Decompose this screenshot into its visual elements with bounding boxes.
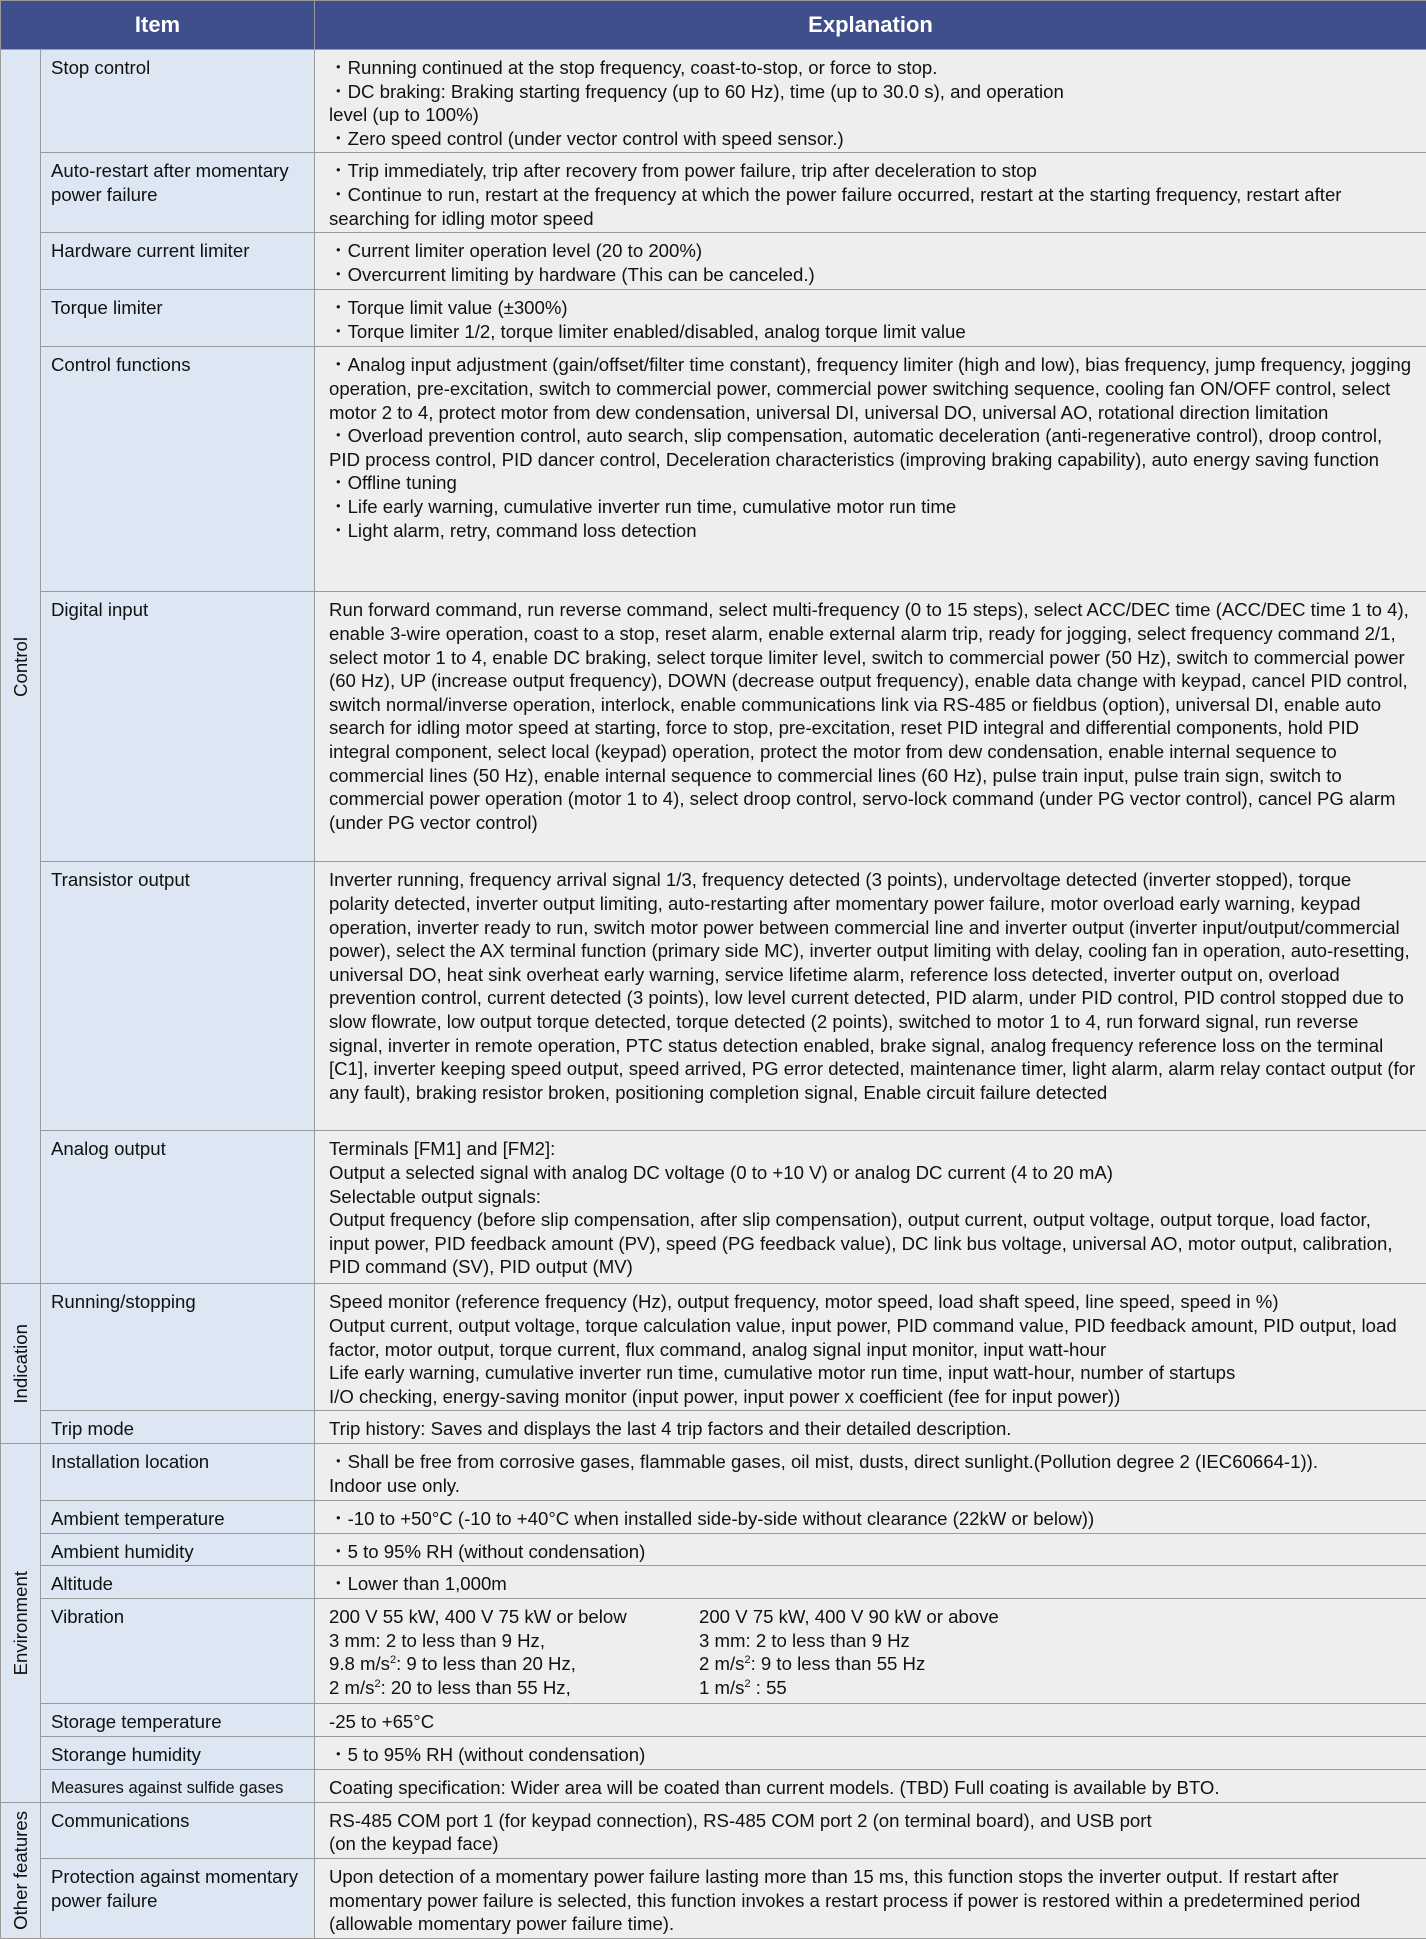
table-row — [1, 1599, 1426, 1704]
explanation-cell — [315, 1411, 1426, 1444]
explanation-cell — [315, 1131, 1426, 1284]
explanation-line: ・Running continued at the stop frequency, coast-to-stop, or force to stop. — [329, 57, 938, 78]
explanation-cell — [315, 1533, 1426, 1566]
explanation-line: Terminals [FM1] and [FM2]: — [329, 1138, 556, 1160]
table-row — [1, 1802, 1426, 1858]
item-cell: Transistor output — [41, 862, 315, 1131]
category-control — [1, 50, 41, 1284]
explanation-line: Output current, output voltage, torque calculation value, input power, PID command value, PID feedback amount, PID output, load factor, motor output, torque current, flux command, analog signal input monitor, input watt-hour — [329, 1314, 1397, 1360]
table-row — [1, 1736, 1426, 1769]
table-row — [1, 233, 1426, 290]
header-item: Item — [1, 1, 315, 50]
item-cell: Ambient temperature — [41, 1500, 315, 1533]
table-row — [1, 1533, 1426, 1566]
item-cell: Running/stopping — [41, 1284, 315, 1411]
explanation-cell — [315, 1500, 1426, 1533]
explanation-cell — [315, 1736, 1426, 1769]
table-row — [1, 50, 1426, 153]
explanation-line: (on the keypad face) — [329, 1833, 499, 1855]
explanation-line: ・Torque limit value (±300%) — [329, 297, 568, 319]
item-cell: Measures against sulfide gases — [41, 1769, 315, 1802]
explanation-line: I/O checking, energy-saving monitor (input power, input power x coefficient (fee for input power)) — [329, 1385, 1121, 1407]
table-row — [1, 1131, 1426, 1284]
item-cell: Torque limiter — [41, 290, 315, 347]
vibration-head: 200 V 75 kW, 400 V 90 kW or above — [699, 1606, 999, 1628]
vibration-line: 9.8 $m/s^2$: 9 to less than 20 Hz, — [329, 1653, 576, 1675]
category-label: Indication — [9, 1323, 31, 1404]
table-row — [1, 1704, 1426, 1737]
item-cell: Hardware current limiter — [41, 233, 315, 290]
explanation-cell — [315, 592, 1426, 862]
vibration-head: 200 V 55 kW, 400 V 75 kW or below — [329, 1606, 627, 1628]
explanation-line: ・DC braking: Braking starting frequency (up to 60 Hz), time (up to 30.0 s), and operation — [329, 80, 1064, 102]
vibration-line: 2 $m/s^2$: 20 to less than 55 Hz, — [329, 1676, 571, 1698]
header-explanation: Explanation — [315, 1, 1426, 50]
item-cell: Digital input — [41, 592, 315, 862]
table-row — [1, 1284, 1426, 1411]
table-row — [1, 290, 1426, 347]
explanation-line: ・Lower than 1,000m — [329, 1573, 507, 1595]
table-row — [1, 1858, 1426, 1938]
explanation-cell — [315, 233, 1426, 290]
explanation-line: Coating specification: Wider area will be coated than current models. (TBD) Full coating is available by BTO. — [329, 1776, 1220, 1798]
explanation-line: ・Torque limiter 1/2, torque limiter enabled/disabled, analog torque limit value — [329, 320, 966, 342]
item-cell: Vibration — [41, 1599, 315, 1704]
table-row — [1, 347, 1426, 592]
explanation-cell — [315, 347, 1426, 592]
explanation-cell — [315, 1858, 1426, 1938]
explanation-line: ・Life early warning, cumulative inverter run time, cumulative motor run time — [329, 495, 957, 517]
explanation-line: ・Overcurrent limiting by hardware (This can be canceled.) — [329, 263, 815, 285]
item-cell: Storange humidity — [41, 1736, 315, 1769]
explanation-line: ・5 to 95% RH (without condensation) — [329, 1743, 646, 1765]
explanation-line: Life early warning, cumulative inverter run time, cumulative motor run time, input watt-hour, number of startups — [329, 1362, 1236, 1384]
explanation-cell — [315, 153, 1426, 233]
explanation-cell — [315, 290, 1426, 347]
vibration-column-low — [329, 1605, 699, 1699]
explanation-line: ・Offline tuning — [329, 472, 457, 494]
explanation-line: Indoor use only. — [329, 1474, 460, 1496]
category-other-features — [1, 1802, 41, 1938]
explanation-cell — [315, 50, 1426, 153]
explanation-line: ・Zero speed control (under vector control with speed sensor.) — [329, 127, 844, 149]
explanation-cell — [315, 1802, 1426, 1858]
table-row — [1, 1443, 1426, 1500]
table-row — [1, 1769, 1426, 1802]
explanation-line: ・Shall be free from corrosive gases, flammable gases, oil mist, dusts, direct sunlight.(Pollution degree 2 (IEC60664-1)). — [329, 1450, 1319, 1472]
table-row — [1, 862, 1426, 1131]
table-row — [1, 1500, 1426, 1533]
explanation-line: ・Overload prevention control, auto search, slip compensation, automatic deceleration (anti-regenerative control), droop control, PID process control, PID dancer control, Deceleration characteristics (improving braking capability), auto energy saving function — [329, 425, 1383, 470]
vibration-line: 3 mm: 2 to less than 9 Hz, — [329, 1629, 545, 1651]
category-label: Other features — [9, 1810, 31, 1930]
category-environment — [1, 1443, 41, 1802]
category-label: Environment — [9, 1570, 31, 1676]
explanation-line: ・Trip immediately, trip after recovery from power failure, trip after deceleration to stop — [329, 160, 1037, 182]
explanation-line: ・Continue to run, restart at the frequency at which the power failure occurred, restart at the starting frequency, restart after searching for idling motor speed — [329, 183, 1342, 229]
explanation-line: Speed monitor (reference frequency (Hz), output frequency, motor speed, load shaft speed, line speed, speed in %) — [329, 1291, 1279, 1313]
explanation-cell — [315, 862, 1426, 1131]
vibration-line: 3 mm: 2 to less than 9 Hz — [699, 1629, 910, 1651]
explanation-line: Run forward command, run reverse command, select multi-frequency (0 to 15 steps), select ACC/DEC time (ACC/DEC time 1 to 4), enable 3-wire operation, coast to a stop, reset alarm, enable external alarm trip, ready for jogging, select frequency command 2/1, select motor 1 to 4, enable DC braking, select torque limiter level, switch to commercial power (50 Hz), switch to commercial power (60 Hz), UP (increase output frequency), DOWN (decrease output frequency), enable data change with keypad, cancel PID control, switch normal/inverse operation, interlock, enable communications link via RS-485 or fieldbus (option), universal DI, enable auto search for idling motor speed at starting, force to stop, pre-excitation, reset PID integral and differential components, hold PID integral component, select local (keypad) operation, protect the motor from dew condensation, enable internal sequence to commercial lines (50 Hz), enable internal sequence to commercial lines (60 Hz), pulse train input, pulse train sign, switch to commercial power operation (motor 1 to 4), select droop control, servo-lock command (under PG vector control), cancel PG alarm (under PG vector control) — [329, 599, 1409, 833]
item-cell: Control functions — [41, 347, 315, 592]
explanation-line: level (up to 100%) — [329, 104, 479, 126]
explanation-line: Selectable output signals: — [329, 1185, 541, 1207]
explanation-cell — [315, 1284, 1426, 1411]
explanation-line: ・Light alarm, retry, command loss detection — [329, 519, 697, 541]
item-cell: Auto-restart after momentary power failure — [41, 153, 315, 233]
table-row — [1, 592, 1426, 862]
explanation-line: -25 to +65°C — [329, 1711, 435, 1733]
category-label: Control — [9, 636, 31, 697]
table-header-row — [1, 1, 1426, 50]
vibration-column-high — [699, 1605, 1069, 1699]
table-row — [1, 1411, 1426, 1444]
explanation-cell — [315, 1704, 1426, 1737]
explanation-line: Output frequency (before slip compensation, after slip compensation), output current, output voltage, output torque, load factor, input power, PID feedback amount (PV), speed (PG feedback value), DC link bus voltage, universal AO, motor output, calibration, PID command (SV), PID output (MV) — [329, 1209, 1393, 1278]
category-indication — [1, 1284, 41, 1444]
explanation-cell — [315, 1566, 1426, 1599]
explanation-line: ・Current limiter operation level (20 to 200%) — [329, 240, 703, 262]
item-cell: Installation location — [41, 1443, 315, 1500]
explanation-line: ・Analog input adjustment (gain/offset/filter time constant), frequency limiter (high and low), bias frequency, jump frequency, jogging operation, pre-excitation, switch to commercial power, commercial power switching sequence, cooling fan ON/OFF control, select motor 2 to 4, protect motor from dew condensation, universal DI, universal DO, universal AO, rotational direction limitation — [329, 354, 1412, 423]
explanation-cell — [315, 1599, 1426, 1704]
table-row — [1, 1566, 1426, 1599]
item-cell: Protection against momentary power failure — [41, 1858, 315, 1938]
item-cell: Ambient humidity — [41, 1533, 315, 1566]
table-row — [1, 153, 1426, 233]
item-cell: Analog output — [41, 1131, 315, 1284]
explanation-cell — [315, 1443, 1426, 1500]
item-cell: Communications — [41, 1802, 315, 1858]
item-cell: Trip mode — [41, 1411, 315, 1444]
vibration-line: 1 $m/s^2$ : 55 — [699, 1676, 787, 1698]
explanation-cell — [315, 1769, 1426, 1802]
explanation-line: Inverter running, frequency arrival signal 1/3, frequency detected (3 points), undervoltage detected (inverter stopped), torque polarity detected, inverter output limiting, auto-restarting after momentary power failure, motor overload early warning, keypad operation, inverter ready to run, switch motor power between commercial line and inverter output (inverter input/output/commercial power), select the AX terminal function (primary side MC), inverter output limiting with delay, cooling fan in operation, auto-resetting, universal DO, heat sink overheat early warning, service lifetime alarm, reference loss detected, inverter output on, overload prevention control, current detected (3 points), low level current detected, PID alarm, under PID control, PID control stopped due to slow flowrate, low output torque detected, torque detected (2 points), switched to motor 1 to 4, run forward signal, run reverse signal, inverter in remote operation, PTC status detection enabled, brake signal, analog frequency reference loss on the terminal [C1], inverter keeping speed output, speed arrived, PG error detected, maintenance timer, light alarm, alarm relay contact output (for any fault), braking resistor broken, positioning completion signal, Enable circuit failure detected — [329, 869, 1416, 1103]
vibration-columns — [329, 1605, 1416, 1699]
item-cell: Storage temperature — [41, 1704, 315, 1737]
item-cell: Altitude — [41, 1566, 315, 1599]
explanation-line: ・5 to 95% RH (without condensation) — [329, 1540, 646, 1562]
explanation-line: Upon detection of a momentary power failure lasting more than 15 ms, this function stops the inverter output. If restart after momentary power failure is selected, this function invokes a restart process if power is restored within a predetermined period (allowable momentary power failure time). — [329, 1865, 1361, 1935]
explanation-line: Output a selected signal with analog DC voltage (0 to +10 V) or analog DC current (4 to 20 mA) — [329, 1161, 1113, 1183]
explanation-line: Trip history: Saves and displays the last 4 trip factors and their detailed description. — [329, 1418, 1012, 1440]
item-cell: Stop control — [41, 50, 315, 153]
explanation-line: ・-10 to +50°C (-10 to +40°C when installed side-by-side without clearance (22kW or below)) — [329, 1507, 1095, 1529]
vibration-line: 2 $m/s^2$: 9 to less than 55 Hz — [699, 1653, 926, 1675]
explanation-line: RS-485 COM port 1 (for keypad connection), RS-485 COM port 2 (on terminal board), and USB port — [329, 1809, 1152, 1831]
